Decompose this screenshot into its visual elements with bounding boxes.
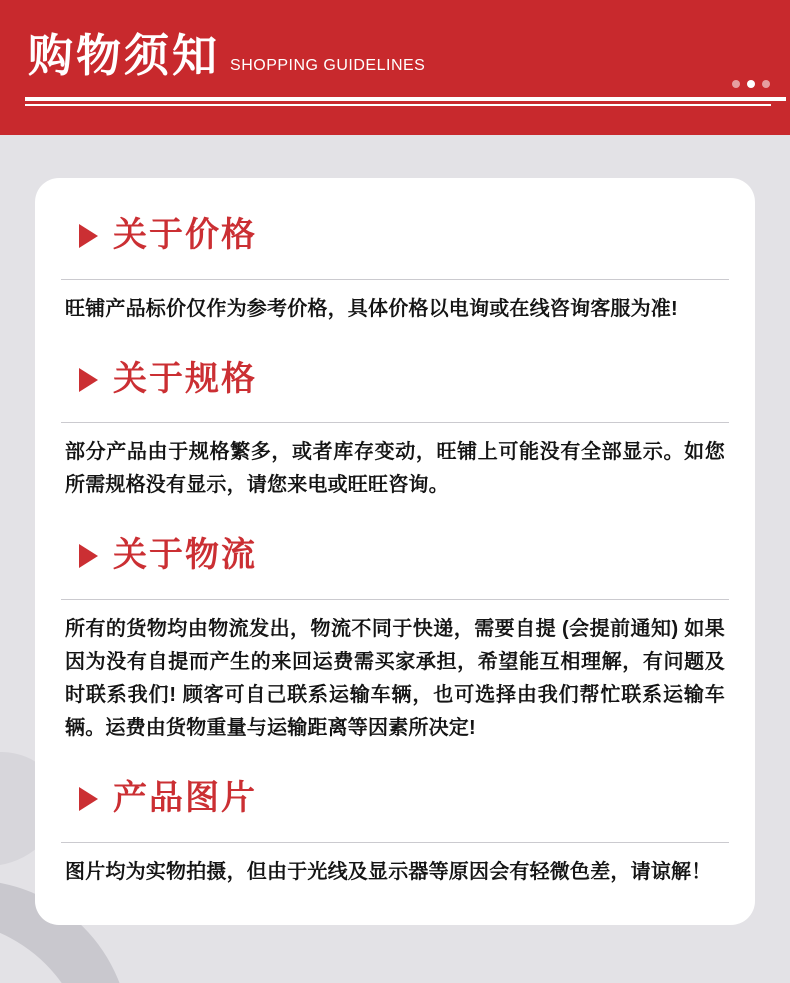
section-logistics (65, 538, 725, 745)
triangle-bullet-icon (79, 787, 98, 811)
section-heading: 关于价格 (113, 216, 257, 254)
page-title: 购物须知 (28, 30, 221, 81)
section-images (65, 781, 725, 889)
section-specs (65, 359, 725, 503)
section-heading-row (65, 218, 725, 254)
dot-icon (747, 80, 755, 88)
page-subtitle: SHOPPING GUIDELINES (230, 57, 426, 74)
triangle-bullet-icon (79, 224, 98, 248)
section-heading: 产品图片 (113, 779, 257, 818)
section-heading: 关于物流 (113, 536, 257, 575)
triangle-bullet-icon (79, 368, 98, 392)
section-divider (61, 599, 729, 600)
section-heading-row (65, 781, 725, 817)
section-heading: 关于规格 (113, 359, 257, 398)
triangle-bullet-icon (79, 544, 98, 568)
section-body: 图片均为实物拍摄，但由于光线及显示器等原因会有轻微色差，请谅解！ (65, 860, 712, 883)
header-banner (0, 0, 790, 135)
decorative-dots (732, 80, 770, 88)
section-body: 所有的货物均由物流发出，物流不同于快递，需要自提 (会提前通知) 如果因为没有自提而产生的来回运费需买家承担，希望能互相理解，有问题及时联系我们! 顾客可自己联系运输车辆，也可选择由我们帮忙联系运输车辆。运费由货物重量与运输距离等因素所决定! (65, 618, 725, 740)
section-heading-row (65, 359, 725, 398)
header-title-row (28, 30, 426, 81)
section-price (65, 218, 725, 326)
content-area (0, 135, 790, 983)
header-divider-thick (25, 97, 786, 101)
guidelines-card (35, 178, 755, 925)
dot-icon (762, 80, 770, 88)
section-divider (61, 279, 729, 280)
dot-icon (732, 80, 740, 88)
section-body: 部分产品由于规格繁多，或者库存变动，旺铺上可能没有全部显示。如您所需规格没有显示，请您来电或旺旺咨询。 (65, 441, 725, 497)
section-heading-row (65, 538, 725, 574)
header-divider-thin (25, 104, 771, 106)
section-divider (61, 422, 729, 423)
section-divider (61, 842, 729, 843)
section-body: 旺铺产品标价仅作为参考价格，具体价格以电询或在线咨询客服为准! (65, 297, 678, 320)
